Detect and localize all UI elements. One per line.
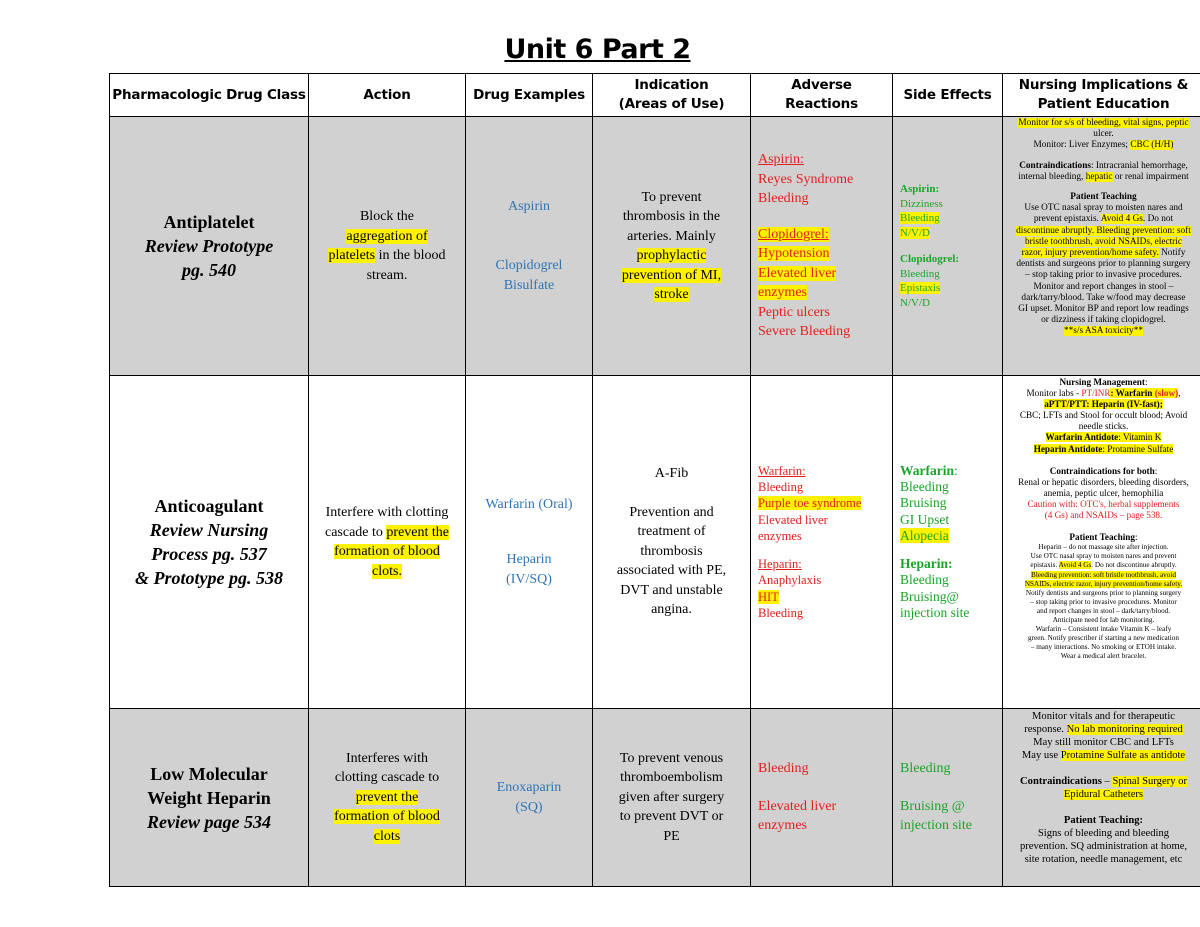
nursing-label: Contraindications	[1019, 160, 1091, 171]
nursing-line: CBC; LFTs and Stool for occult blood; Avoid	[1019, 410, 1188, 421]
drug-class-name: Anticoagulant	[154, 496, 264, 516]
drug-class-reference: & Prototype pg. 538	[135, 568, 283, 588]
indication-line: thrombosis in the	[622, 209, 721, 224]
nursing-implications-cell: Nursing Management: Monitor labs - PT/INR: Warfarin (slow), aPTT/PTT: Heparin (IV-fast); CBC; LFTs and Stool for occult blood; Avoid needle sticks. Warfarin Antidote: Vitamin K Heparin Antidote: Protamine Sulfate Contraindications for both: Renal or hepatic disorders, bleeding disorders, anemia, peptic ulcer, hemophilia Caution with: OTC's, herbal supplements (4 Gs) and NSAIDs – page 538. Patient Teaching: Heparin – do not massage site after injection. Use OTC nasal spray to moisten nares and prevent epistaxis. Avoid 4 Gs. Do not discontinue abruptly. Bleeding prevention: soft bristle toothbrush, avoid NSAIDs, electric razor, injury prevention/home safety. Notify dentists and surgeons prior to planning surgery – stop taking prior to invasive procedures. Monitor and report changes in stool – dark/tarry/blood. Anticipate need for lab monitoring. Warfarin – Consistent intake Vitamin K – leafy green. Notify prescriber if starting a new medication – many interactions. No smoking or ETOH intake. Wear a medical alert bracelet.	[1003, 376, 1200, 709]
drug-class-page: pg. 540	[182, 260, 236, 280]
drug-class-table	[109, 73, 1200, 887]
indication-cell	[593, 709, 751, 887]
side-effect-item: Bleeding	[900, 212, 940, 224]
adverse-item: Peptic ulcers	[758, 304, 830, 320]
drug-class-cell	[110, 376, 309, 709]
adverse-item: Elevated liver	[758, 798, 837, 814]
action-line: formation of blood	[334, 544, 440, 559]
nursing-line: Monitor vitals and for therapeutic	[1032, 711, 1175, 722]
nursing-line: epistaxis.	[1030, 561, 1059, 570]
adverse-item: Bleeding	[758, 479, 804, 494]
adverse-drug-label: Clopidogrel:	[758, 226, 829, 242]
drug-class-reference: Review Nursing	[149, 520, 269, 540]
side-effect-item: Bleeding	[900, 478, 949, 494]
nursing-line: : Protamine Sulfate	[1102, 443, 1174, 454]
nursing-line: – stop taking prior to invasive procedures. Monitor	[1030, 597, 1177, 606]
nursing-line: GI upset. Monitor BP and report low readings	[1018, 304, 1189, 315]
drug-class-reference: Process pg. 537	[151, 544, 267, 564]
header-indication-line1: Indication	[634, 77, 709, 93]
nursing-line: – many interactions. No smoking or ETOH intake.	[1030, 643, 1177, 652]
header-drug-class: Pharmacologic Drug Class	[110, 74, 309, 117]
adverse-reactions-cell	[751, 376, 893, 709]
drug-example: Aspirin	[508, 198, 550, 214]
adverse-item: enzymes	[758, 818, 807, 834]
indication-line: thrombosis	[640, 543, 703, 559]
action-line: cascade to	[324, 524, 387, 540]
nursing-label: Heparin Antidote	[1033, 443, 1103, 454]
drug-example: Bisulfate	[503, 277, 555, 293]
adverse-item: Elevated liver	[758, 512, 828, 527]
nursing-line: anemia, peptic ulcer, hemophilia	[1043, 487, 1164, 498]
nursing-line: dentists and surgeons prior to planning surgery	[1016, 259, 1191, 270]
nursing-label: Patient Teaching	[1069, 532, 1136, 543]
nursing-line: Caution with: OTC's, herbal supplements	[1027, 498, 1180, 509]
nursing-line: site rotation, needle management, etc	[1024, 854, 1183, 865]
nursing-label: Warfarin Antidote	[1045, 432, 1119, 443]
nursing-label: Contraindications for both	[1049, 465, 1155, 476]
header-adverse-line1: Adverse	[791, 77, 852, 93]
indication-line: prophylactic	[636, 248, 707, 263]
indication-line: PE	[663, 828, 680, 844]
nursing-label: Nursing Management	[1059, 377, 1145, 387]
drug-example: Clopidogrel	[495, 258, 563, 274]
nursing-line: razor, injury prevention/home safety.	[1021, 248, 1159, 259]
side-effects-cell	[893, 709, 1003, 887]
adverse-item: Severe Bleeding	[758, 324, 851, 340]
nursing-line: Protamine Sulfate as antidote	[1060, 750, 1186, 761]
action-line: platelets	[328, 248, 376, 263]
side-effect-item: N/V/D	[900, 226, 930, 239]
nursing-label: Patient Teaching:	[1063, 815, 1144, 826]
drug-example: (IV/SQ)	[506, 571, 552, 587]
indication-line: To prevent venous	[619, 750, 724, 766]
nursing-line: Monitor and report changes in stool –	[1033, 281, 1174, 292]
nursing-line: ulcer.	[1093, 129, 1114, 140]
side-effect-item: Alopecia	[900, 527, 949, 543]
indication-line: associated with PE,	[616, 563, 727, 579]
nursing-implications-cell	[1003, 117, 1200, 376]
indication-line: given after surgery	[618, 789, 725, 805]
nursing-line: Anticipate need for lab monitoring.	[1052, 615, 1155, 624]
action-line: Interferes with	[345, 750, 429, 766]
side-drug-label: Aspirin:	[900, 183, 940, 195]
action-line: clots	[373, 828, 401, 844]
nursing-line: . Do not discontinue abruptly.	[1091, 561, 1177, 570]
drug-examples-cell	[466, 709, 593, 887]
side-effect-item: Bleeding	[900, 267, 940, 280]
drug-example: (SQ)	[515, 799, 543, 815]
nursing-implications-cell	[1003, 709, 1200, 887]
nursing-line: needle sticks.	[1078, 421, 1129, 432]
side-effect-item: Dizziness	[900, 197, 943, 210]
indication-line: arteries. Mainly	[627, 228, 716, 244]
header-drug-examples: Drug Examples	[466, 74, 593, 117]
nursing-label: Contraindications	[1020, 776, 1102, 787]
header-side-effects: Side Effects	[893, 74, 1003, 117]
adverse-item: Purple toe syndrome	[758, 496, 862, 511]
action-line: Block the	[359, 209, 415, 224]
nursing-line: : Intracranial hemorrhage,	[1091, 160, 1188, 171]
nursing-line: Wear a medical alert bracelet.	[1060, 652, 1147, 661]
side-effect-item: N/V/D	[900, 296, 930, 309]
nursing-line: discontinue abruptly. Bleeding prevention: soft	[1016, 225, 1191, 236]
action-line: aggregation of	[346, 228, 428, 244]
adverse-item: enzymes	[758, 285, 807, 301]
drug-class-name: Antiplatelet	[163, 212, 255, 232]
nursing-line: Use OTC nasal spray to moisten nares and prevent	[1030, 552, 1177, 561]
indication-line: DVT and unstable	[620, 582, 723, 598]
adverse-item: Elevated liver	[758, 265, 837, 281]
adverse-item: Bleeding	[758, 191, 809, 207]
header-indication	[593, 74, 751, 117]
nursing-line: : Warfarin	[1110, 388, 1155, 399]
drug-class-reference: Review page 534	[147, 811, 271, 832]
action-line: prevent the	[386, 524, 449, 540]
drug-class-name: Weight Heparin	[147, 787, 271, 808]
table-row-anticoagulant	[110, 376, 1200, 709]
adverse-item: Reyes Syndrome	[758, 171, 854, 187]
indication-line: prevention of MI,	[621, 267, 722, 283]
adverse-reactions-cell	[751, 117, 893, 376]
header-adverse-reactions	[751, 74, 893, 117]
nursing-line: aPTT/PTT: Heparin (IV-fast);	[1044, 399, 1163, 410]
nursing-line: (4 Gs) and NSAIDs – page 538.	[1044, 510, 1163, 521]
indication-cell	[593, 117, 751, 376]
adverse-item: HIT	[758, 589, 779, 604]
action-cell	[309, 709, 466, 887]
nursing-line: May still monitor CBC and LFTs	[1033, 737, 1174, 748]
nursing-line: Monitor for s/s of bleeding, vital signs, peptic	[1018, 118, 1189, 128]
nursing-line: Avoid 4 Gs	[1058, 561, 1092, 570]
side-effects-cell	[893, 117, 1003, 376]
adverse-item: Hypotension	[758, 246, 830, 262]
page-title: Unit 6 Part 2	[504, 34, 691, 65]
nursing-line: . Do not	[1142, 214, 1174, 225]
indication-line: thromboembolism	[620, 770, 723, 786]
action-line: formation of blood	[334, 809, 440, 825]
anticoagulant-teaching-block	[1005, 543, 1200, 661]
nursing-line: dark/tarry/blood. Take w/food may decrease	[1021, 292, 1186, 303]
adverse-item: Bleeding	[758, 606, 804, 621]
action-cell	[309, 376, 466, 709]
drug-example: Enoxaparin	[496, 780, 562, 795]
side-effect-item: Epistaxis	[900, 282, 941, 294]
nursing-line: **s/s ASA toxicity**	[1063, 326, 1144, 337]
nursing-line: Use OTC nasal spray to moisten nares and	[1024, 203, 1183, 214]
drug-class-name: Low Molecular	[150, 763, 268, 784]
action-line: prevent the	[355, 789, 419, 805]
nursing-line: PT/INR	[1081, 388, 1111, 399]
drug-examples-cell	[466, 117, 593, 376]
action-cell	[309, 117, 466, 376]
side-effect-item: Bruising @	[900, 798, 965, 814]
header-row	[110, 74, 1200, 117]
indication-title: A-Fib	[654, 466, 689, 482]
side-effect-item: Bruising@	[900, 588, 959, 604]
drug-class-cell	[110, 117, 309, 376]
nursing-line: Avoid 4 Gs	[1100, 214, 1143, 225]
adverse-item: enzymes	[758, 528, 802, 543]
indication-line: treatment of	[637, 524, 706, 540]
header-nursing-line1: Nursing Implications &	[1018, 77, 1189, 93]
nursing-line: – stop taking prior to invasive procedures.	[1025, 270, 1182, 281]
action-line: stream.	[366, 267, 408, 283]
nursing-line: Renal or hepatic disorders, bleeding disorders,	[1018, 476, 1189, 487]
nursing-line: and report changes in stool – dark/tarry/blood.	[1036, 606, 1171, 615]
side-drug-label: Heparin:	[900, 556, 953, 572]
drug-example: Warfarin (Oral)	[485, 496, 573, 512]
adverse-drug-label: Warfarin:	[758, 463, 806, 478]
table-row-antiplatelet	[110, 117, 1200, 376]
indication-line: To prevent	[641, 189, 702, 205]
indication-cell	[593, 376, 751, 709]
side-effect-item: injection site	[900, 818, 972, 834]
nursing-line: green. Notify prescriber if starting a new medication	[1028, 634, 1179, 643]
side-effect-item: Bleeding	[900, 761, 951, 777]
nursing-line: Spinal Surgery or	[1112, 776, 1187, 787]
nursing-line: or dizziness if taking clopidogrel.	[1041, 315, 1166, 326]
side-effect-item: Bruising	[900, 495, 947, 511]
nursing-line: Heparin – do not massage site after injection.	[1038, 543, 1169, 552]
adverse-drug-label: Aspirin:	[758, 152, 804, 168]
nursing-line: response.	[1024, 724, 1067, 735]
nursing-line: May use	[1021, 750, 1061, 761]
nursing-line: internal bleeding,	[1018, 171, 1086, 182]
indication-line: to prevent DVT or	[619, 809, 724, 825]
nursing-line: –	[1101, 776, 1113, 787]
indication-line: angina.	[651, 602, 692, 618]
adverse-item: Anaphylaxis	[758, 573, 822, 588]
nursing-line: Bleeding prevention: soft bristle toothbrush, avoid	[1031, 570, 1176, 579]
nursing-line: Notify dentists and surgeons prior to planning surgery	[1025, 588, 1182, 597]
nursing-line: No lab monitoring required	[1066, 724, 1183, 735]
indication-line: Prevention and	[629, 504, 714, 520]
header-indication-line2: (Areas of Use)	[618, 96, 725, 112]
header-nursing-implications	[1003, 74, 1200, 117]
action-line: in the blood	[375, 248, 446, 263]
nursing-line: bristle toothbrush, avoid NSAIDs, electric	[1025, 236, 1182, 247]
nursing-line: Epidural Catheters	[1063, 789, 1144, 800]
nursing-line: hepatic	[1085, 171, 1113, 182]
action-line: clotting cascade to	[334, 770, 440, 786]
nursing-line: Warfarin – Consistent intake Vitamin K – leafy	[1035, 625, 1172, 634]
nursing-line: Notify	[1158, 248, 1186, 259]
header-adverse-line2: Reactions	[785, 96, 858, 112]
header-action: Action	[309, 74, 466, 117]
side-effects-cell: Warfarin: Bleeding Bruising GI Upset Alopecia Heparin: Bleeding Bruising@ injection site	[893, 376, 1003, 709]
adverse-drug-label: Heparin:	[758, 557, 802, 572]
header-nursing-line2: Patient Education	[1037, 96, 1170, 112]
nursing-line: Signs of bleeding and bleeding	[1037, 828, 1170, 839]
side-effect-item: GI Upset	[900, 511, 950, 527]
adverse-item: Bleeding	[758, 761, 809, 777]
nursing-label: Patient Teaching	[1070, 192, 1137, 203]
action-line: Interfere with clotting	[325, 505, 449, 520]
drug-examples-cell	[466, 376, 593, 709]
table-row-lmwh	[110, 709, 1200, 887]
side-drug-label: Clopidogrel:	[900, 253, 960, 265]
nursing-line: CBC (H/H)	[1130, 140, 1174, 151]
nursing-line: ,	[1178, 388, 1181, 399]
drug-class-cell	[110, 709, 309, 887]
action-line: clots.	[372, 563, 402, 579]
nursing-line: Monitor: Liver Enzymes;	[1033, 140, 1131, 151]
nursing-line: prevent epistaxis.	[1033, 214, 1101, 225]
drug-example: Heparin	[506, 552, 552, 568]
indication-line: stroke	[654, 287, 689, 302]
nursing-line: Monitor labs -	[1026, 388, 1082, 399]
adverse-reactions-cell	[751, 709, 893, 887]
nursing-line: or renal impairment	[1112, 171, 1189, 182]
nursing-line: : Vitamin K	[1118, 432, 1162, 443]
side-drug-label: Warfarin	[900, 462, 954, 478]
side-effect-item: Bleeding	[900, 572, 949, 588]
side-effect-item: injection site	[900, 605, 970, 621]
nursing-line: NSAIDs, electric razor, injury prevention/home safety.	[1024, 579, 1183, 588]
drug-class-reference: Review Prototype	[144, 236, 274, 256]
nursing-line: prevention. SQ administration at home,	[1019, 841, 1188, 852]
nursing-line: (slow)	[1154, 388, 1179, 399]
